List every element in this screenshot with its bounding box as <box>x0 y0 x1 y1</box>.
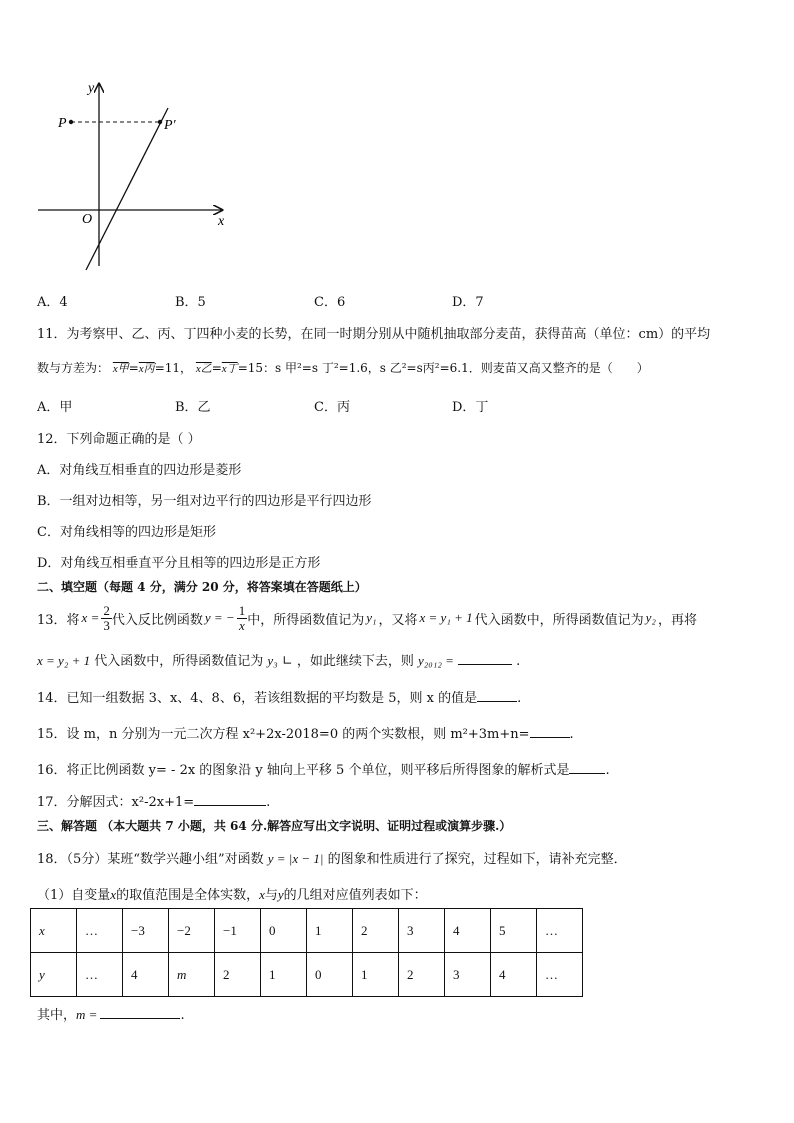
table-cell: … <box>77 953 123 997</box>
q18-sub1-x2: x <box>259 887 265 902</box>
q13-y3: y₃ <box>267 653 278 668</box>
q11-eq2-val: =15：s 甲²=s 丁²=1.6，s 乙²=s丙²=6.1．则麦苗又高又整齐的是（ ） <box>237 361 649 375</box>
q18-sub1-c: 与 <box>264 888 278 903</box>
table-cell: 4 <box>491 953 537 997</box>
q18-sub1-a: （1）自变量 <box>37 888 111 903</box>
q13-y1: y₁ <box>366 610 377 625</box>
table-cell: −1 <box>215 909 261 953</box>
q18-p2: 的图象和性质进行了探究，过程如下，请补充完整． <box>327 852 627 867</box>
table-cell: −3 <box>123 909 169 953</box>
q17 <box>37 791 270 810</box>
table-cell: 1 <box>261 953 307 997</box>
table-cell: 2 <box>399 953 445 997</box>
point-p-prime-dot <box>158 120 162 124</box>
axis-y-label: y <box>88 81 95 96</box>
table-cell: 1 <box>307 909 353 953</box>
table-cell: 4 <box>123 953 169 997</box>
q10-option-c: C．6 <box>314 295 346 310</box>
q11-option-a: A．甲 <box>37 400 73 415</box>
table-cell: 3 <box>445 953 491 997</box>
q13-x-eq: x = <box>81 610 100 625</box>
q12-option-c: C．对角线相等的四边形是矩形 <box>37 525 216 540</box>
q17-text: 17．分解因式：x²-2x+1= <box>37 795 195 810</box>
q18-stem <box>37 848 627 867</box>
table-cell: 1 <box>353 953 399 997</box>
q17-end: . <box>266 795 271 810</box>
point-p-prime-label: P′ <box>164 118 176 133</box>
table-cell: … <box>537 953 583 997</box>
q12-stem: 12．下列命题正确的是（ ） <box>37 432 201 447</box>
table-cell: … <box>537 909 583 953</box>
q11-eq1-val: =11， <box>154 361 193 375</box>
q18-m-end: . <box>180 1008 185 1023</box>
frac-numerator: 1 <box>238 602 246 618</box>
q16-answer-blank[interactable] <box>569 773 605 774</box>
section-3-header: 三、解答题 （本大题共 7 小题，共 64 分.解答应写出文字说明、证明过程或演算步骤.） <box>37 819 512 833</box>
table-cell: 0 <box>261 909 307 953</box>
q11-eq1: = <box>128 361 139 375</box>
q16-text: 16．将正比例函数 y= - 2x 的图象沿 y 轴向上平移 5 个单位，则平移后所得图象的解析式是 <box>37 763 570 778</box>
q16-end: . <box>605 763 610 778</box>
q11-x-jia: x甲 <box>112 363 129 375</box>
q17-answer-blank[interactable] <box>194 805 266 806</box>
q12-option-a: A．对角线互相垂直的四边形是菱形 <box>37 463 242 478</box>
frac-denominator: 3 <box>103 617 110 633</box>
q14-end: . <box>517 691 522 706</box>
table-cell: 2 <box>353 909 399 953</box>
section-2-header: 二、填空题（每题 4 分，满分 20 分，将答案填在答题纸上） <box>37 580 367 594</box>
q13-p1: 13．将 <box>37 612 80 628</box>
table-cell: m <box>169 953 215 997</box>
q10-option-b: B．5 <box>175 295 206 310</box>
q13-line1 <box>37 598 697 638</box>
origin-label: O <box>82 212 93 227</box>
q11-x-yi: x乙 <box>195 363 212 375</box>
q13-line2 <box>37 650 520 669</box>
value-table <box>30 908 583 997</box>
q13-p3: 中，所得函数值记为 <box>247 612 365 628</box>
q15 <box>37 723 574 742</box>
q16 <box>37 759 610 778</box>
point-p-dot <box>69 120 73 124</box>
q15-answer-blank[interactable] <box>530 737 570 738</box>
table-cell: 4 <box>445 909 491 953</box>
table-cell: 2 <box>215 953 261 997</box>
q13-frac-1-x <box>237 604 248 633</box>
q11-line2-prefix: 数与方差为： <box>37 361 110 375</box>
q18-m-line <box>37 1004 185 1023</box>
q13-p6: ，再将 <box>657 612 697 628</box>
q10-option-a: A．4 <box>37 295 68 310</box>
point-p-label: P <box>58 116 67 131</box>
q13-frac-2-3 <box>101 604 112 633</box>
q13-line2-c: ∟ ，如此继续下去，则 <box>281 654 414 669</box>
q11-eq2: = <box>211 361 222 375</box>
q13-p2: 代入反比例函数 <box>111 612 203 628</box>
q18-p1: 18．（5分）某班“数学兴趣小组”对函数 <box>37 852 264 867</box>
q18-func: y = |x − 1| <box>267 851 324 866</box>
q12-option-d: D．对角线互相垂直平分且相等的四边形是正方形 <box>37 556 321 571</box>
q18-sub1-y: y <box>277 887 284 902</box>
q11-x-bing: x丙 <box>138 363 155 375</box>
table-cell: 5 <box>491 909 537 953</box>
q11-option-d: D．丁 <box>452 400 489 415</box>
q13-answer-blank[interactable] <box>458 664 512 665</box>
q13-x-eq-y2: x = y₂ + 1 <box>37 653 91 668</box>
table-row-y <box>31 953 583 997</box>
q18-sub1-x: x <box>110 887 117 902</box>
q11-line2 <box>37 359 649 376</box>
q18-sub1-d: 的几组对应值列表如下： <box>283 888 427 903</box>
q14 <box>37 687 521 706</box>
q14-answer-blank[interactable] <box>477 701 517 702</box>
q11-option-c: C．丙 <box>314 400 350 415</box>
q18-m-eq: m = <box>76 1007 98 1022</box>
q13-end: . <box>516 654 521 669</box>
table-cell: … <box>77 909 123 953</box>
table-cell: x <box>31 909 77 953</box>
table-cell: 3 <box>399 909 445 953</box>
q18-m-prefix: 其中， <box>37 1008 77 1023</box>
q14-text: 14．已知一组数据 3、x、4、8、6，若该组数据的平均数是 5，则 x 的值是 <box>37 691 478 706</box>
table-cell: y <box>31 953 77 997</box>
q11-option-b: B．乙 <box>175 400 211 415</box>
q15-text: 15．设 m，n 分别为一元二次方程 x²+2x-2018=0 的两个实数根，则 m²+3m+n= <box>37 727 530 742</box>
axis-x-label: x <box>218 214 225 229</box>
q10-option-d: D．7 <box>452 295 484 310</box>
q13-y-eq: y = − <box>204 610 235 625</box>
table-cell: −2 <box>169 909 215 953</box>
q15-end: . <box>569 727 574 742</box>
frac-numerator: 2 <box>103 602 110 618</box>
q18-sub1 <box>37 884 427 903</box>
q13-p4: ，又将 <box>378 612 418 628</box>
q13-y2012: y₂₀₁₂ = <box>418 653 454 668</box>
coordinate-figure <box>30 78 240 278</box>
q18-sub1-b: 的取值范围是全体实数， <box>116 888 260 903</box>
q18-m-answer-blank[interactable] <box>100 1018 180 1019</box>
table-row-x <box>31 909 583 953</box>
q13-x-eq-y1: x = y₁ + 1 <box>419 610 473 625</box>
q13-line2-b: 代入函数中，所得函数值记为 <box>94 654 264 669</box>
table-cell: 0 <box>307 953 353 997</box>
q11-line1: 11．为考察甲、乙、丙、丁四种小麦的长势，在同一时期分别从中随机抽取部分麦苗，获得苗高（单位：cm）的平均 <box>37 327 711 342</box>
q13-y2: y₂ <box>645 610 656 625</box>
q13-p5: 代入函数中，所得函数值记为 <box>474 612 644 628</box>
q12-option-b: B．一组对边相等，另一组对边平行的四边形是平行四边形 <box>37 494 372 509</box>
q11-x-ding: x丁 <box>221 363 238 375</box>
graph-line <box>86 108 168 270</box>
frac-denominator: x <box>239 617 245 633</box>
